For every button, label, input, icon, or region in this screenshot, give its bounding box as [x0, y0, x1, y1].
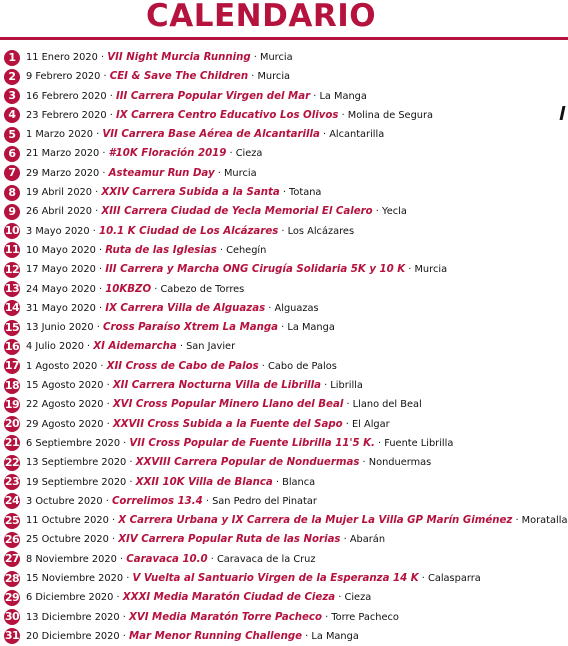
separator: ·: [97, 360, 107, 372]
event-text: [26, 106, 433, 125]
event-date: 15 Agosto 2020: [26, 380, 104, 392]
event-place: Yecla: [382, 206, 407, 218]
separator: ·: [95, 283, 106, 295]
event-name: Correlimos 13.4: [111, 495, 203, 507]
separator: ·: [123, 573, 133, 585]
event-place: Alguazas: [274, 302, 319, 314]
event-number-badge: 2: [4, 69, 20, 85]
event-text: [26, 588, 371, 607]
event-date: 9 Febrero 2020: [26, 71, 101, 83]
event-number-badge: 24: [4, 494, 20, 508]
event-number-badge: 30: [4, 610, 20, 624]
event-date: 22 Agosto 2020: [26, 399, 104, 411]
event-number-badge: 11: [4, 243, 20, 257]
event-number-badge: 12: [4, 262, 20, 276]
separator: ·: [338, 109, 348, 121]
event-place: Cehegín: [226, 244, 267, 256]
event-number-badge: 29: [4, 590, 20, 604]
event-number-badge: 18: [4, 378, 20, 392]
separator: ·: [95, 264, 106, 276]
event-name: CEI & Save The Children: [109, 71, 249, 83]
separator: ·: [272, 476, 283, 488]
event-number-badge: 3: [4, 88, 20, 104]
separator: ·: [106, 90, 116, 102]
separator: ·: [207, 553, 217, 565]
event-text: [26, 299, 319, 318]
event-name: III Carrera y Marcha ONG Cirugía Solidaria 5K y 10 K: [105, 264, 406, 276]
event-row: [0, 434, 568, 453]
title-divider: [0, 37, 568, 40]
event-text: [26, 280, 244, 299]
separator: ·: [359, 457, 369, 469]
event-date: 24 Mayo 2020: [26, 283, 96, 295]
event-place: Calasparra: [427, 573, 481, 585]
event-text: [26, 550, 316, 569]
event-place: La Manga: [311, 630, 359, 642]
separator: ·: [342, 418, 352, 430]
event-date: 8 Noviembre 2020: [26, 553, 117, 565]
event-date: 1 Agosto 2020: [26, 360, 98, 372]
event-number-badge: 22: [4, 455, 20, 469]
event-row: [0, 473, 568, 492]
event-place: Librilla: [330, 380, 363, 392]
event-place: San Javier: [186, 341, 236, 353]
event-text: [26, 202, 407, 221]
event-date: 17 Mayo 2020: [26, 264, 96, 276]
event-date: 3 Octubre 2020: [26, 495, 103, 507]
separator: ·: [99, 167, 109, 179]
event-name: Mar Menor Running Challenge: [128, 630, 303, 642]
separator: ·: [214, 167, 224, 179]
event-name: XI Aidemarcha: [93, 341, 177, 353]
separator: ·: [83, 341, 94, 353]
separator: ·: [108, 534, 119, 546]
event-number-badge: 19: [4, 397, 20, 411]
event-row: [0, 492, 568, 511]
event-row: [0, 588, 568, 607]
separator: ·: [103, 399, 113, 411]
event-number-badge: 13: [4, 282, 20, 296]
event-row: [0, 67, 568, 86]
event-number-badge: 21: [4, 436, 20, 450]
separator: ·: [113, 592, 123, 604]
event-date: 29 Marzo 2020: [26, 167, 100, 179]
event-name: III Carrera Popular Virgen del Mar: [115, 90, 311, 102]
separator: ·: [372, 206, 383, 218]
event-name: XXXI Media Maratón Ciudad de Cieza: [122, 592, 336, 604]
separator: ·: [310, 90, 320, 102]
event-number-badge: 15: [4, 320, 20, 334]
separator: ·: [278, 322, 288, 334]
event-text: [26, 415, 390, 434]
separator: ·: [250, 52, 261, 63]
event-text: [26, 395, 422, 414]
event-date: 11 Octubre 2020: [26, 515, 109, 527]
event-number-badge: 26: [4, 532, 20, 546]
event-place: Cieza: [235, 148, 263, 160]
event-place: Fuente Librilla: [384, 437, 454, 449]
event-name: IX Carrera Villa de Alguazas: [105, 302, 266, 314]
event-date: 20 Diciembre 2020: [26, 630, 120, 642]
event-name: VII Cross Popular de Fuente Librilla 11'5 K.: [129, 437, 375, 449]
separator: ·: [119, 611, 129, 623]
event-date: 3 Mayo 2020: [26, 225, 90, 237]
separator: ·: [103, 380, 113, 392]
event-text: [26, 241, 266, 260]
event-name: XIII Carrera Ciudad de Yecla Memorial El Calero: [101, 206, 373, 218]
event-name: XXVIII Carrera Popular de Nonduermas: [135, 457, 360, 469]
event-number-badge: 14: [4, 301, 20, 315]
event-date: 13 Junio 2020: [26, 322, 94, 334]
separator: ·: [418, 573, 428, 585]
event-date: 26 Abril 2020: [26, 206, 93, 218]
event-text: [26, 87, 367, 106]
separator: ·: [202, 495, 213, 507]
event-name: XII Carrera Nocturna Villa de Librilla: [112, 380, 321, 392]
event-date: 25 Octubre 2020: [26, 534, 109, 546]
event-row: [0, 125, 568, 144]
event-row: [0, 608, 568, 627]
event-place: El Algar: [351, 418, 390, 430]
event-row: [0, 260, 568, 279]
event-place: Murcia: [414, 264, 448, 276]
event-name: Asteamur Run Day: [108, 167, 215, 179]
event-text: [26, 453, 431, 472]
separator: ·: [108, 515, 119, 527]
event-row: [0, 183, 568, 202]
event-row: [0, 106, 568, 125]
event-text: [26, 67, 290, 86]
separator: ·: [343, 399, 353, 411]
event-place: Moratalla: [521, 515, 568, 527]
event-number-badge: 28: [4, 571, 20, 585]
separator: ·: [319, 129, 330, 141]
event-row: [0, 222, 568, 241]
event-date: 1 Marzo 2020: [26, 129, 94, 141]
event-place: San Pedro del Pinatar: [212, 495, 317, 507]
event-text: [26, 260, 447, 279]
event-text: [26, 530, 385, 549]
event-number-badge: 1: [4, 50, 20, 66]
event-place: Caravaca de la Cruz: [216, 553, 316, 565]
separator: ·: [97, 52, 108, 63]
event-number-badge: 27: [4, 552, 20, 566]
event-name: XVI Cross Popular Minero Llano del Beal: [112, 399, 344, 411]
separator: ·: [99, 148, 109, 160]
event-date: 4 Julio 2020: [26, 341, 84, 353]
event-date: 6 Diciembre 2020: [26, 592, 114, 604]
event-row: [0, 48, 568, 67]
event-text: [26, 376, 363, 395]
event-row: [0, 87, 568, 106]
event-row: [0, 144, 568, 163]
event-number-badge: 20: [4, 417, 20, 431]
event-row: [0, 550, 568, 569]
event-row: [0, 627, 568, 646]
separator: ·: [320, 380, 331, 392]
page-title: CALENDARIO: [146, 0, 377, 34]
separator: ·: [405, 264, 415, 276]
separator: ·: [226, 148, 236, 160]
event-text: [26, 48, 293, 67]
event-date: 16 Febrero 2020: [26, 90, 107, 102]
separator: ·: [102, 495, 112, 507]
event-name: XII Cross de Cabo de Palos: [106, 360, 259, 372]
event-number-badge: 16: [4, 339, 20, 353]
event-place: Abarán: [349, 534, 386, 546]
event-number-badge: 25: [4, 513, 20, 527]
event-place: Alcantarilla: [329, 129, 385, 141]
event-name: XVI Media Maratón Torre Pacheco: [128, 611, 322, 623]
event-text: [26, 183, 321, 202]
separator: ·: [374, 437, 385, 449]
event-number-badge: 23: [4, 475, 20, 489]
event-number-badge: 8: [4, 185, 20, 201]
event-date: 19 Abril 2020: [26, 187, 93, 199]
event-date: 31 Mayo 2020: [26, 302, 96, 314]
event-name: VII Night Murcia Running: [107, 52, 251, 63]
separator: ·: [92, 206, 102, 218]
event-place: Nonduermas: [368, 457, 432, 469]
event-name: XXVII Cross Subida a la Fuente del Sapo: [112, 418, 343, 430]
event-name: Caravaca 10.0: [126, 553, 208, 565]
event-date: 23 Febrero 2020: [26, 109, 107, 121]
separator: ·: [95, 302, 106, 314]
separator: ·: [321, 611, 332, 623]
event-row: [0, 376, 568, 395]
separator: ·: [92, 187, 102, 199]
event-place: Murcia: [257, 71, 291, 83]
event-name: Ruta de las Iglesias: [105, 244, 217, 256]
event-text: [26, 511, 567, 530]
event-name: #10K Floración 2019: [108, 148, 227, 160]
separator: ·: [512, 515, 522, 527]
event-row: [0, 395, 568, 414]
event-place: Molina de Segura: [347, 109, 434, 121]
separator: ·: [258, 360, 269, 372]
separator: ·: [93, 322, 103, 334]
event-text: [26, 164, 257, 183]
event-row: [0, 202, 568, 221]
event-text: [26, 125, 384, 144]
event-name: IX Carrera Centro Educativo Los Olivos: [115, 109, 339, 121]
separator: ·: [278, 225, 288, 237]
separator: ·: [103, 418, 113, 430]
event-name: Cross Paraíso Xtrem La Manga: [103, 322, 279, 334]
event-text: [26, 337, 235, 356]
event-row: [0, 337, 568, 356]
event-date: 10 Mayo 2020: [26, 244, 96, 256]
separator: ·: [265, 302, 275, 314]
event-number-badge: 31: [4, 629, 20, 643]
event-date: 13 Septiembre 2020: [26, 457, 127, 469]
event-row: [0, 241, 568, 260]
event-place: Cieza: [344, 592, 372, 604]
event-text: [26, 144, 262, 163]
separator: ·: [248, 71, 258, 83]
event-place: La Manga: [319, 90, 367, 102]
event-place: Murcia: [260, 52, 293, 63]
event-text: [26, 627, 359, 646]
event-row: [0, 318, 568, 337]
separator: ·: [335, 592, 345, 604]
event-place: Blanca: [282, 476, 316, 488]
event-row: [0, 569, 568, 588]
separator: ·: [302, 630, 312, 642]
separator: ·: [116, 553, 127, 565]
event-row: [0, 164, 568, 183]
event-date: 15 Noviembre 2020: [26, 573, 124, 585]
event-name: V Vuelta al Santuario Virgen de la Esperanza 14 K: [132, 573, 419, 585]
event-name: XXII 10K Villa de Blanca: [135, 476, 273, 488]
event-text: [26, 434, 453, 453]
event-list: [0, 48, 568, 646]
separator: ·: [106, 109, 116, 121]
event-row: [0, 453, 568, 472]
event-name: 10.1 K Ciudad de Los Alcázares: [99, 225, 279, 237]
event-place: La Manga: [287, 322, 335, 334]
event-place: Cabezo de Torres: [160, 283, 245, 295]
event-number-badge: 9: [4, 204, 20, 220]
separator: ·: [120, 437, 130, 449]
event-name: X Carrera Urbana y IX Carrera de la Mujer La Villa GP Marín Giménez: [118, 515, 513, 527]
event-number-badge: 6: [4, 146, 20, 162]
event-name: VII Carrera Base Aérea de Alcantarilla: [102, 129, 320, 141]
event-date: 11 Enero 2020: [26, 52, 98, 63]
event-text: [26, 357, 337, 376]
event-number-badge: 4: [4, 107, 20, 123]
separator: ·: [279, 187, 290, 199]
event-name: XIV Carrera Popular Ruta de las Norias: [118, 534, 341, 546]
event-row: [0, 415, 568, 434]
separator: ·: [126, 476, 136, 488]
event-text: [26, 492, 317, 511]
event-place: Cabo de Palos: [268, 360, 337, 372]
event-date: 6 Septiembre 2020: [26, 437, 121, 449]
event-text: [26, 473, 315, 492]
event-place: Murcia: [223, 167, 257, 179]
event-number-badge: 7: [4, 165, 20, 181]
event-row: [0, 511, 568, 530]
separator: ·: [119, 630, 129, 642]
event-date: 29 Agosto 2020: [26, 418, 104, 430]
event-number-badge: 10: [4, 224, 20, 238]
event-place: Torre Pacheco: [331, 611, 399, 623]
event-row: [0, 530, 568, 549]
event-text: [26, 608, 399, 627]
separator: ·: [95, 244, 106, 256]
separator: ·: [176, 341, 187, 353]
event-date: 13 Diciembre 2020: [26, 611, 120, 623]
event-row: [0, 280, 568, 299]
separator: ·: [151, 283, 161, 295]
event-text: [26, 222, 354, 241]
event-number-badge: 5: [4, 127, 20, 143]
separator: ·: [100, 71, 110, 83]
separator: ·: [126, 457, 136, 469]
event-row: [0, 357, 568, 376]
event-date: 19 Septiembre 2020: [26, 476, 127, 488]
separator: ·: [93, 129, 103, 141]
separator: ·: [89, 225, 99, 237]
event-place: Los Alcázares: [287, 225, 355, 237]
event-text: [26, 318, 335, 337]
event-place: Llano del Beal: [352, 399, 422, 411]
event-place: Totana: [289, 187, 322, 199]
event-date: 21 Marzo 2020: [26, 148, 100, 160]
event-name: 10KBZO: [105, 283, 152, 295]
event-text: [26, 569, 481, 588]
event-number-badge: 17: [4, 359, 20, 373]
separator: ·: [216, 244, 227, 256]
separator: ·: [340, 534, 350, 546]
event-row: [0, 299, 568, 318]
event-name: XXIV Carrera Subida a la Santa: [101, 187, 280, 199]
